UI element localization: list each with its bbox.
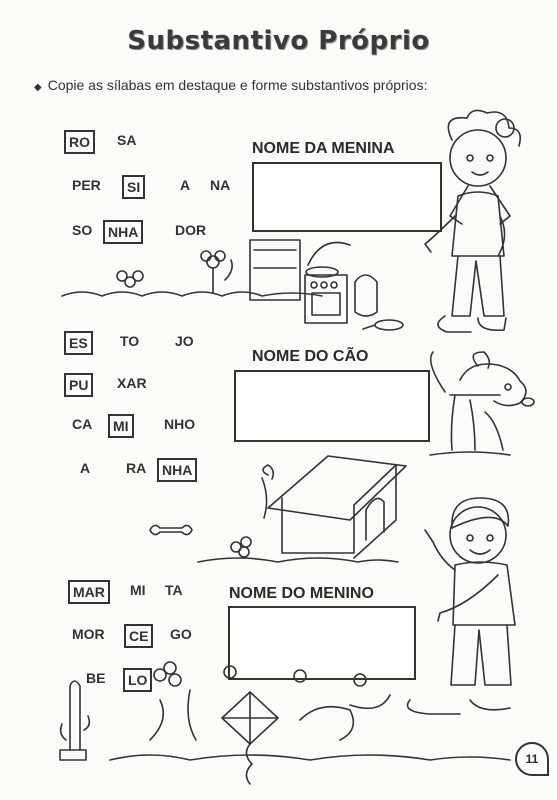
syllable: TO	[120, 333, 140, 349]
syllable: DOR	[175, 222, 207, 238]
syllable: MI	[130, 582, 146, 598]
syllable-highlighted: MAR	[68, 580, 110, 604]
syllable: JO	[175, 333, 194, 349]
syllable: SO	[72, 222, 93, 238]
girl-illustration	[425, 110, 520, 332]
syllable-highlighted: ES	[64, 331, 93, 355]
flower-icon	[117, 251, 232, 293]
syllable-highlighted: PU	[64, 373, 93, 397]
syllable: A	[80, 460, 91, 476]
syllable-highlighted: MI	[108, 414, 134, 438]
doghouse-illustration	[150, 456, 406, 562]
syllable-highlighted: NHA	[103, 220, 143, 244]
syllable: NHO	[164, 416, 196, 432]
instruction-text: Copie as sílabas em destaque e forme substantivos próprios:	[47, 77, 428, 93]
syllable: CA	[72, 416, 93, 432]
syllable: GO	[170, 626, 192, 642]
syllable-highlighted: LO	[123, 668, 152, 692]
syllable: XAR	[117, 375, 147, 391]
ground-line	[62, 292, 322, 296]
syllable-highlighted: CE	[124, 624, 153, 648]
syllable-highlighted: SI	[122, 175, 145, 199]
syllable: RA	[126, 460, 147, 476]
syllable: TA	[165, 582, 183, 598]
syllable: NA	[210, 177, 231, 193]
heading-boy-name: NOME DO MENINO	[229, 585, 374, 602]
syllable: SA	[117, 132, 137, 148]
kitchen-illustration	[250, 240, 403, 330]
syllable: A	[180, 177, 191, 193]
plants-bottom	[60, 662, 510, 760]
diamond-bullet-icon: ◆	[34, 82, 42, 93]
heading-dog-name: NOME DO CÃO	[252, 348, 369, 365]
page-number: 11	[515, 742, 549, 776]
page-title: Substantivo Próprio	[127, 26, 430, 56]
dog-illustration	[430, 352, 534, 455]
boy-illustration	[408, 498, 516, 714]
kite-illustration	[222, 692, 278, 784]
heading-girl-name: NOME DA MENINA	[252, 140, 395, 157]
syllable: BE	[86, 670, 106, 686]
syllable-highlighted: RO	[64, 130, 95, 154]
syllable-highlighted: NHA	[157, 458, 197, 482]
syllable: MOR	[72, 626, 105, 642]
syllable: PER	[72, 177, 101, 193]
